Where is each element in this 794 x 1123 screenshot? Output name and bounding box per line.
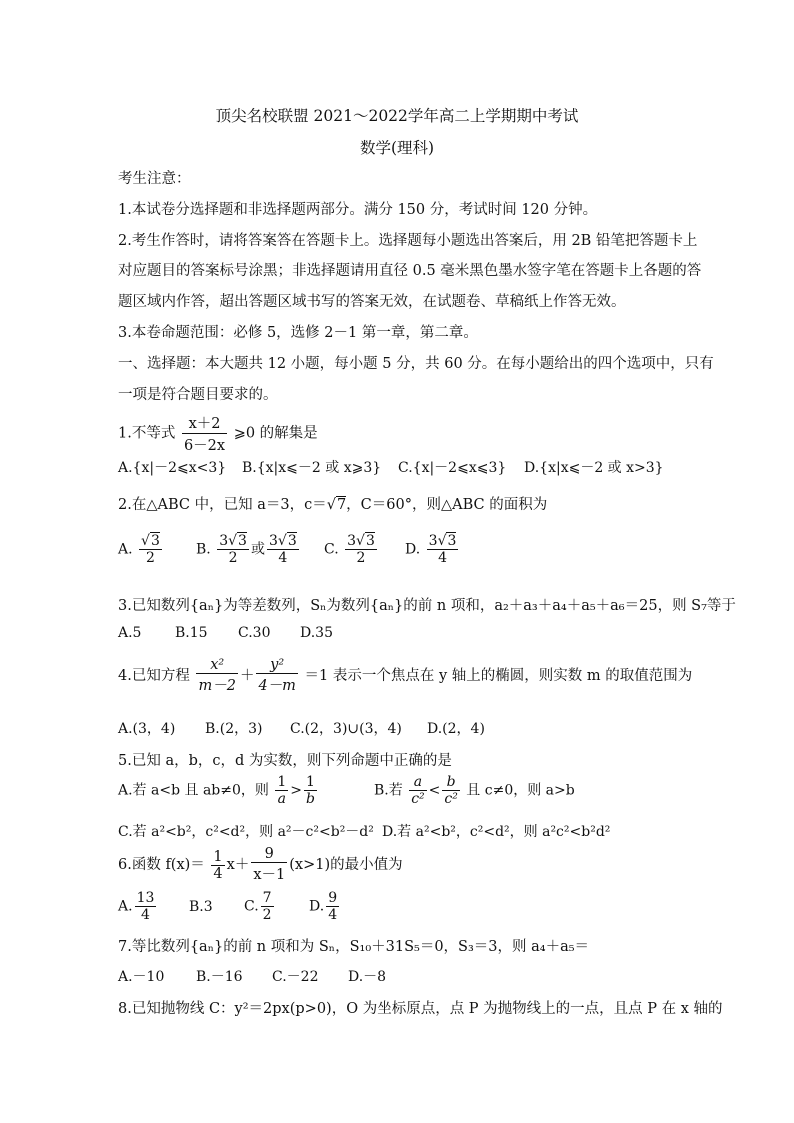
- q1-option-c: C.{x|－2⩽x⩽3}: [398, 460, 507, 476]
- question-1-stem: 1.不等式 $\frac{x+2}{6-2x}$ ⩾0 的解集是: [118, 412, 318, 455]
- q4-option-a: A.(3，4): [118, 721, 176, 737]
- notice-item-2-cont: 题区域内作答，超出答题区域书写的答案无效，在试题卷、草稿纸上作答无效。: [118, 294, 626, 310]
- question-6-stem: 6.函数 f(x)＝ $\frac{1}{4}$ x＋ $\frac{9}{x-1}$ (x>1)的最小值为: [118, 846, 403, 883]
- q7-option-d: D.－8: [348, 969, 387, 985]
- q2-option-a: A. $\frac{√3}{2}$: [118, 533, 160, 566]
- q4-option-c: C.(2，3)∪(3，4): [290, 721, 402, 737]
- q3-option-c: C.30: [238, 625, 271, 641]
- question-5-stem: 5.已知 a，b，c，d 为实数，则下列命题中正确的是: [118, 753, 452, 769]
- q2-option-c: C. $\frac{3√3}{2}$: [324, 533, 375, 566]
- q5-option-b: B.若 $\frac{a}{\text{c²}}$ < $\frac{b}{\text{c²}}$ 且 c≠0，则 a>b: [374, 774, 575, 807]
- q6-option-b: B.3: [189, 899, 213, 915]
- exam-title: 顶尖名校联盟 2021～2022学年高二上学期期中考试: [215, 107, 579, 125]
- subject-title: 数学(理科): [359, 139, 435, 157]
- q6-option-a: A. $\frac{13}{4}$: [118, 890, 155, 923]
- q7-option-a: A.－10: [118, 969, 165, 985]
- q1-option-d: D.{x|x⩽－2 或 x>3}: [524, 460, 664, 476]
- q7-option-c: C.－22: [272, 969, 319, 985]
- q6-option-c: C. $\frac{7}{2}$: [244, 890, 272, 923]
- sqrt-sign: √: [326, 497, 336, 513]
- section-heading: 一、选择题：本大题共 12 小题，每小题 5 分，共 60 分。在每小题给出的四个选项中，只有: [118, 356, 714, 372]
- question-2-stem: 2.在△ABC 中，已知 a＝3，c＝√7，C＝60°，则△ABC 的面积为: [118, 497, 548, 513]
- section-heading-cont: 一项是符合题目要求的。: [118, 387, 278, 403]
- q5-option-c: C.若 a²<b²，c²<d²，则 a²－c²<b²－d²: [118, 824, 374, 840]
- question-8-stem: 8.已知抛物线 C：y²＝2px(p>0)，O 为坐标原点，点 P 为抛物线上的一点，且点 P 在 x 轴的: [118, 1001, 723, 1017]
- question-3-stem: 3.已知数列{aₙ}为等差数列，Sₙ为数列{aₙ}的前 n 项和，a₂＋a₃＋a₄＋a₅＋a₆＝25，则 S₇等于: [118, 598, 736, 614]
- notice-heading: 考生注意：: [118, 171, 191, 187]
- notice-item-1: 1.本试卷分选择题和非选择题两部分。满分 150 分，考试时间 120 分钟。: [118, 202, 598, 218]
- fraction: $\frac{x+2}{6-2x}$: [183, 416, 226, 454]
- question-7-stem: 7.等比数列{aₙ}的前 n 项和为 Sₙ，S₁₀＋31S₅＝0，S₃＝3，则 a₄＋a₅＝: [118, 939, 590, 955]
- notice-item-2: 2.考生作答时，请将答案答在答题卡上。选择题每小题选出答案后，用 2B 铅笔把答题卡上: [118, 233, 698, 249]
- q3-option-a: A.5: [118, 625, 142, 641]
- q4-option-b: B.(2，3): [205, 721, 263, 737]
- q7-option-b: B.－16: [196, 969, 243, 985]
- q2-option-d: D. $\frac{3√3}{4}$: [405, 533, 457, 566]
- q3-option-d: D.35: [300, 625, 333, 641]
- question-4-stem: 4.已知方程 $\frac{\text{x²}}{m-2}$ ＋ $\frac{\text{y²}}{4-m}$ ＝1 表示一个焦点在 y 轴上的椭圆，则实数 m 的取值范围为: [118, 657, 693, 694]
- notice-item-2-cont: 对应题目的答案标号涂黑；非选择题请用直径 0.5 毫米黑色墨水签字笔在答题卡上各题的答: [118, 263, 702, 279]
- q1-option-b: B.{x|x⩽－2 或 x⩾3}: [242, 460, 382, 476]
- q6-option-d: D. $\frac{9}{4}$: [309, 890, 338, 923]
- q4-option-d: D.(2，4): [427, 721, 485, 737]
- q1-option-a: A.{x|－2⩽x<3}: [118, 460, 227, 476]
- q3-option-b: B.15: [175, 625, 208, 641]
- q2-option-b: B. $\frac{3√3}{2}$ 或 $\frac{3√3}{4}$: [196, 533, 297, 566]
- q5-option-a: A.若 a<b 且 ab≠0，则 $\frac{1}{a}$ > $\frac{1}{b}$: [118, 774, 315, 807]
- q5-option-d: D.若 a²<b²，c²<d²，则 a²c²<b²d²: [382, 824, 611, 840]
- notice-item-3: 3.本卷命题范围：必修 5，选修 2－1 第一章，第二章。: [118, 325, 478, 341]
